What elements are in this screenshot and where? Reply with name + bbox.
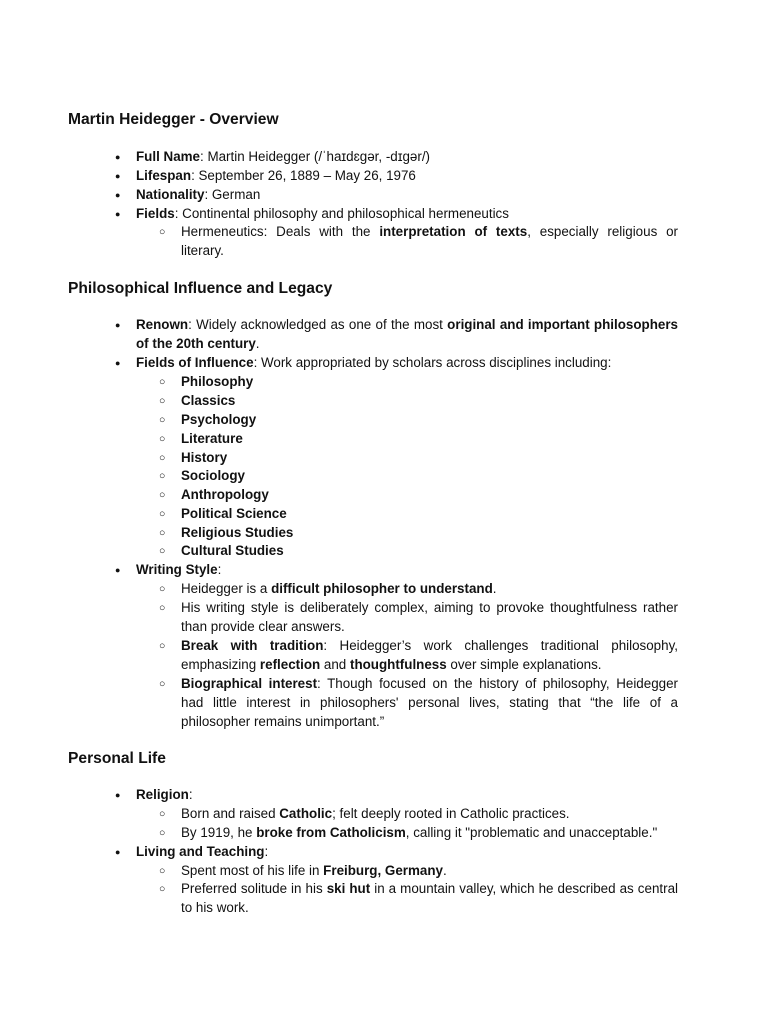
- bold-text: Nationality: [136, 187, 205, 202]
- bullet-item: [136, 186, 678, 205]
- bullet-item: [136, 316, 678, 354]
- section-heading-philosophical-influence-and-legacy: Philosophical Influence and Legacy: [68, 280, 333, 297]
- sub-bullet-item: [181, 430, 678, 449]
- bold-text: Freiburg, Germany: [323, 863, 443, 878]
- text-run: : Work appropriated by scholars across disciplines including:: [253, 355, 612, 370]
- sub-bullet-item: [181, 392, 678, 411]
- text-run: : Though focused on the history of philosophy, Heidegger had little interest in philosophers' personal lives, stating that “the life of a philosopher remains unimportant.”: [181, 676, 678, 729]
- bold-text: Sociology: [181, 468, 245, 483]
- bold-text: Cultural Studies: [181, 543, 284, 558]
- sub-bullet-item: [181, 411, 678, 430]
- sub-bullet-item: [181, 524, 678, 543]
- bullet-item: [136, 205, 678, 224]
- bullet-item: [136, 167, 678, 186]
- text-run: Preferred solitude in his: [181, 881, 327, 896]
- sub-bullet-item: [181, 467, 678, 486]
- text-run: : Widely acknowledged as one of the most: [188, 317, 448, 332]
- bold-text: difficult philosopher to understand: [271, 581, 493, 596]
- bold-text: thoughtfulness: [349, 656, 447, 672]
- bold-text: Fields: [136, 206, 175, 221]
- bold-text: Lifespan: [136, 168, 192, 183]
- bold-text: interpretation of texts: [379, 224, 528, 239]
- text-run: , especially religious or literary.: [181, 224, 678, 258]
- text-run: :: [264, 844, 269, 859]
- text-run: His writing style is deliberately complex, aiming to provoke thoughtfulness rather than provide clear answers.: [181, 600, 678, 634]
- text-run: : Heidegger’s work challenges traditional philosophy, emphasizing: [181, 638, 678, 672]
- text-run: over simple explanations.: [446, 656, 602, 672]
- sub-bullet-item: [181, 599, 678, 637]
- bold-text: broke from Catholicism: [256, 825, 406, 840]
- text-run: ; felt deeply rooted in Catholic practices.: [332, 806, 570, 821]
- text-run: By 1919, he: [181, 825, 257, 840]
- bold-text: Philosophy: [181, 374, 254, 389]
- bold-text: Writing Style: [136, 562, 218, 577]
- sub-bullet-item: [181, 223, 678, 261]
- bold-text: Break with tradition: [181, 638, 324, 653]
- sub-bullet-item: [181, 824, 678, 843]
- bullet-item: [136, 786, 678, 805]
- text-run: Heidegger is a: [181, 581, 272, 596]
- text-run: : September 26, 1889 – May 26, 1976: [191, 168, 416, 183]
- sub-bullet-item: [181, 449, 678, 468]
- bold-text: Anthropology: [181, 487, 269, 502]
- bold-text: Full Name: [136, 149, 200, 164]
- bold-text: reflection: [259, 656, 321, 672]
- text-run: .: [442, 863, 447, 878]
- bold-text: Psychology: [181, 412, 257, 427]
- sub-bullet-item: [181, 637, 678, 675]
- sub-bullet-item: [181, 805, 678, 824]
- bold-text: History: [181, 450, 228, 465]
- text-run: :: [188, 787, 193, 802]
- bold-text: Catholic: [279, 806, 333, 821]
- text-run: .: [492, 581, 497, 596]
- sub-bullet-item: [181, 880, 678, 918]
- bold-text: Biographical interest: [181, 676, 318, 691]
- bold-text: Renown: [136, 317, 189, 332]
- sub-bullet-item: [181, 862, 678, 881]
- bullet-item: [136, 148, 678, 167]
- bold-text: Religion: [136, 787, 189, 802]
- text-run: : German: [204, 187, 261, 202]
- text-run: and: [320, 656, 350, 672]
- text-run: .: [255, 335, 260, 351]
- bold-text: Living and Teaching: [136, 844, 265, 859]
- sub-bullet-item: [181, 505, 678, 524]
- bold-text: ski hut: [326, 881, 371, 896]
- sub-bullet-item: [181, 675, 678, 731]
- bold-text: Classics: [181, 393, 236, 408]
- sub-bullet-item: [181, 542, 678, 561]
- bullet-item: [136, 354, 678, 373]
- text-run: in a mountain valley, which he described as central to his work.: [181, 881, 678, 915]
- section-heading-martin-heidegger-overview: Martin Heidegger - Overview: [68, 111, 279, 128]
- text-run: : Martin Heidegger (/ˈhaɪdɛɡər, -dɪɡər/): [200, 149, 431, 164]
- bold-text: Religious Studies: [181, 525, 294, 540]
- bold-text: Literature: [181, 431, 243, 446]
- text-run: Spent most of his life in: [181, 863, 324, 878]
- sub-bullet-item: [181, 580, 678, 599]
- sub-bullet-item: [181, 373, 678, 392]
- text-run: , calling it "problematic and unacceptable.": [405, 825, 658, 840]
- text-run: :: [217, 562, 222, 577]
- text-run: Hermeneutics: Deals with the: [181, 224, 380, 239]
- sub-bullet-item: [181, 486, 678, 505]
- bullet-item: [136, 561, 678, 580]
- text-run: Born and raised: [181, 806, 280, 821]
- section-heading-personal-life: Personal Life: [68, 750, 166, 767]
- bold-text: Fields of Influence: [136, 355, 254, 370]
- bold-text: Political Science: [181, 506, 287, 521]
- text-run: : Continental philosophy and philosophical hermeneutics: [174, 206, 509, 221]
- bullet-item: [136, 843, 678, 862]
- bold-text: original and important philosophers of the 20th century: [136, 317, 679, 351]
